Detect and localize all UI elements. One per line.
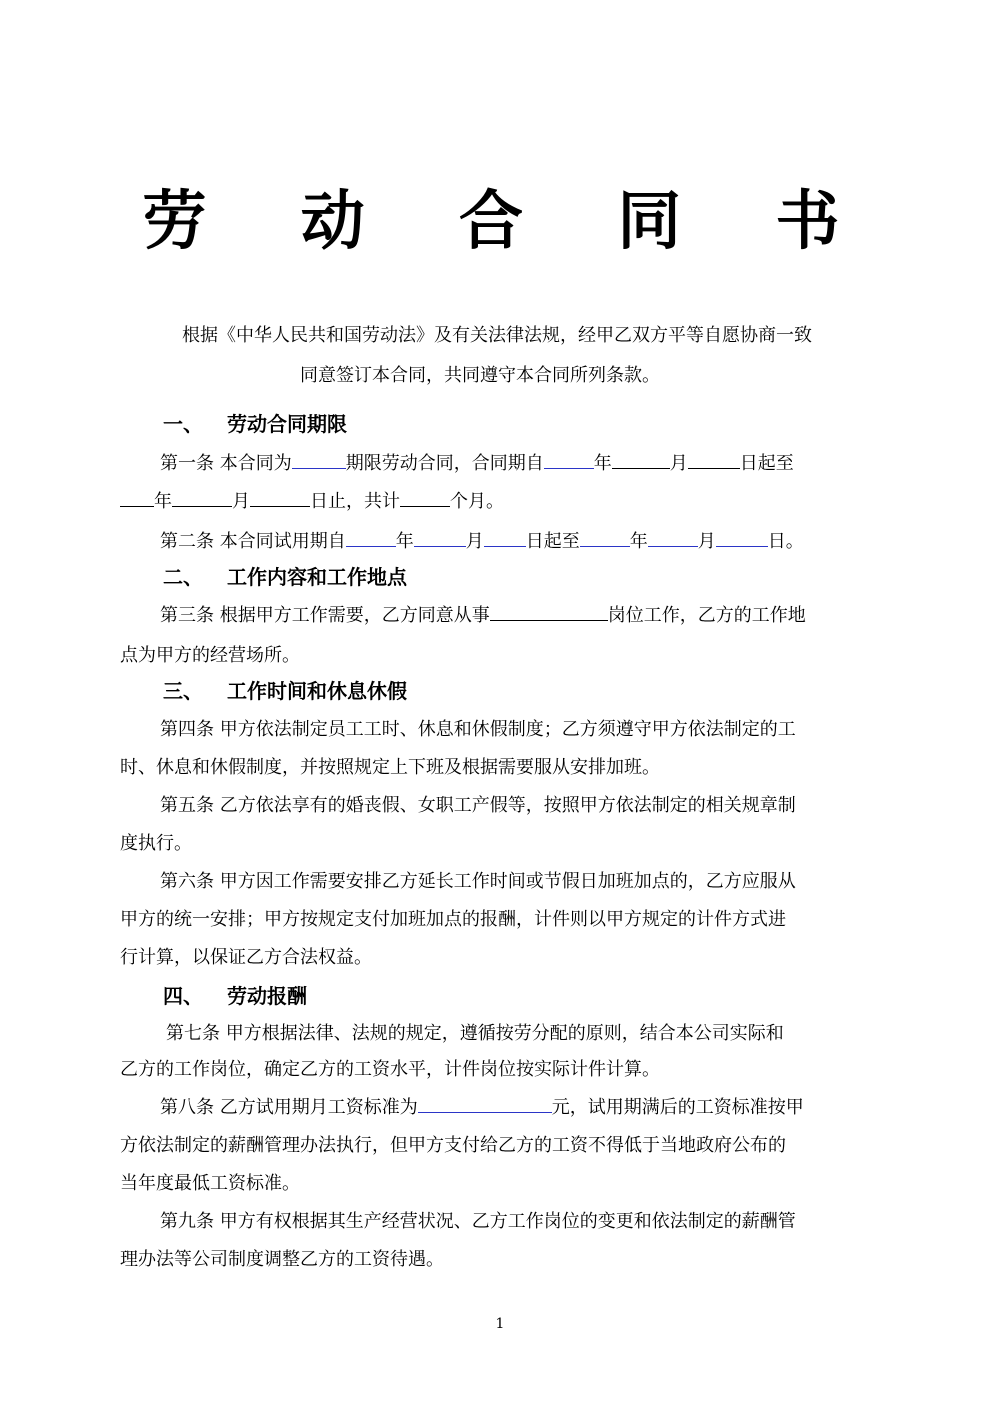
blank-probation-start-month[interactable] — [414, 530, 466, 547]
article-text: 月 — [697, 531, 716, 552]
section-number: 三、 — [163, 679, 203, 703]
article-9-line-2: 理办法等公司制度调整乙方的工资待遇。 — [120, 1249, 444, 1270]
article-text: 月 — [465, 531, 484, 552]
section-title: 劳动报酬 — [227, 984, 307, 1008]
article-6-line-3: 行计算，以保证乙方合法权益。 — [120, 947, 372, 968]
article-text: 日。 — [767, 531, 804, 552]
article-1-line-1 — [160, 452, 794, 476]
article-text: 年 — [629, 531, 648, 552]
section-title: 工作时间和休息休假 — [227, 679, 407, 703]
article-1-line-2 — [120, 490, 504, 514]
document-title: 劳 动 合 同 书 — [142, 185, 876, 259]
article-text: 月 — [669, 453, 688, 474]
blank-probation-start-day[interactable] — [484, 530, 526, 547]
article-text: 元，试用期满后的工资标准按甲 — [551, 1097, 804, 1118]
article-text: 第二条 本合同试用期自 — [160, 531, 346, 552]
article-7-line-2: 乙方的工作岗位，确定乙方的工资水平，计件岗位按实际计件计算。 — [120, 1059, 660, 1080]
article-text: 日起至 — [739, 453, 794, 474]
section-heading-3 — [163, 678, 407, 704]
section-number: 二、 — [163, 565, 203, 589]
blank-end-month[interactable] — [172, 490, 232, 507]
article-text: 月 — [232, 491, 250, 512]
blank-probation-salary[interactable] — [418, 1096, 552, 1113]
article-text: 岗位工作，乙方的工作地 — [607, 605, 806, 626]
article-7-line-1: 第七条 甲方根据法律、法规的规定，遵循按劳分配的原则，结合本公司实际和 — [166, 1023, 784, 1044]
article-2-line-1 — [160, 530, 804, 554]
article-8-line-2: 方依法制定的薪酬管理办法执行，但甲方支付给乙方的工资不得低于当地政府公布的 — [120, 1135, 786, 1156]
article-text: 第八条 乙方试用期月工资标准为 — [160, 1097, 418, 1118]
article-text: 日止，共计 — [310, 491, 400, 512]
blank-start-day[interactable] — [688, 452, 740, 469]
article-5-line-1: 第五条 乙方依法享有的婚丧假、女职工产假等，按照甲方依法制定的相关规章制 — [160, 795, 796, 816]
blank-start-year[interactable] — [544, 452, 594, 469]
blank-probation-start-year[interactable] — [346, 530, 396, 547]
article-text: 年 — [593, 453, 612, 474]
blank-end-year[interactable] — [120, 490, 154, 507]
section-number: 四、 — [163, 984, 203, 1008]
article-text: 日起至 — [525, 531, 580, 552]
blank-probation-end-year[interactable] — [580, 530, 630, 547]
article-6-line-2: 甲方的统一安排；甲方按规定支付加班加点的报酬，计件则以甲方规定的计件方式进 — [120, 909, 786, 930]
intro-line-1: 根据《中华人民共和国劳动法》及有关法律法规，经甲乙双方平等自愿协商一致 — [182, 325, 812, 346]
blank-start-month[interactable] — [612, 452, 670, 469]
article-3-line-1 — [160, 604, 806, 628]
article-text: 第一条 本合同为 — [160, 453, 292, 474]
article-8-line-3: 当年度最低工资标准。 — [120, 1173, 300, 1194]
section-title: 工作内容和工作地点 — [227, 565, 407, 589]
article-4-line-1: 第四条 甲方依法制定员工工时、休息和休假制度；乙方须遵守甲方依法制定的工 — [160, 719, 796, 740]
blank-contract-type[interactable] — [292, 452, 346, 469]
section-title: 劳动合同期限 — [227, 412, 347, 436]
article-text: 个月。 — [450, 491, 504, 512]
section-heading-4 — [163, 983, 307, 1009]
blank-total-months[interactable] — [400, 490, 450, 507]
article-3-line-2: 点为甲方的经营场所。 — [120, 645, 300, 666]
article-9-line-1: 第九条 甲方有权根据其生产经营状况、乙方工作岗位的变更和依法制定的薪酬管 — [160, 1211, 796, 1232]
article-text: 年 — [395, 531, 414, 552]
article-text: 年 — [154, 491, 172, 512]
article-5-line-2: 度执行。 — [120, 833, 192, 854]
article-6-line-1: 第六条 甲方因工作需要安排乙方延长工作时间或节假日加班加点的，乙方应服从 — [160, 871, 796, 892]
page-number: 1 — [495, 1316, 505, 1332]
blank-end-day[interactable] — [250, 490, 310, 507]
article-8-line-1 — [160, 1096, 804, 1120]
blank-probation-end-day[interactable] — [716, 530, 768, 547]
article-text: 期限劳动合同，合同期自 — [345, 453, 544, 474]
section-number: 一、 — [163, 412, 203, 436]
blank-position[interactable] — [490, 604, 608, 621]
article-4-line-2: 时、休息和休假制度，并按照规定上下班及根据需要服从安排加班。 — [120, 757, 660, 778]
section-heading-1 — [163, 411, 347, 437]
section-heading-2 — [163, 564, 407, 590]
intro-line-2: 同意签订本合同，共同遵守本合同所列条款。 — [300, 365, 660, 386]
blank-probation-end-month[interactable] — [648, 530, 698, 547]
article-text: 第三条 根据甲方工作需要，乙方同意从事 — [160, 605, 490, 626]
